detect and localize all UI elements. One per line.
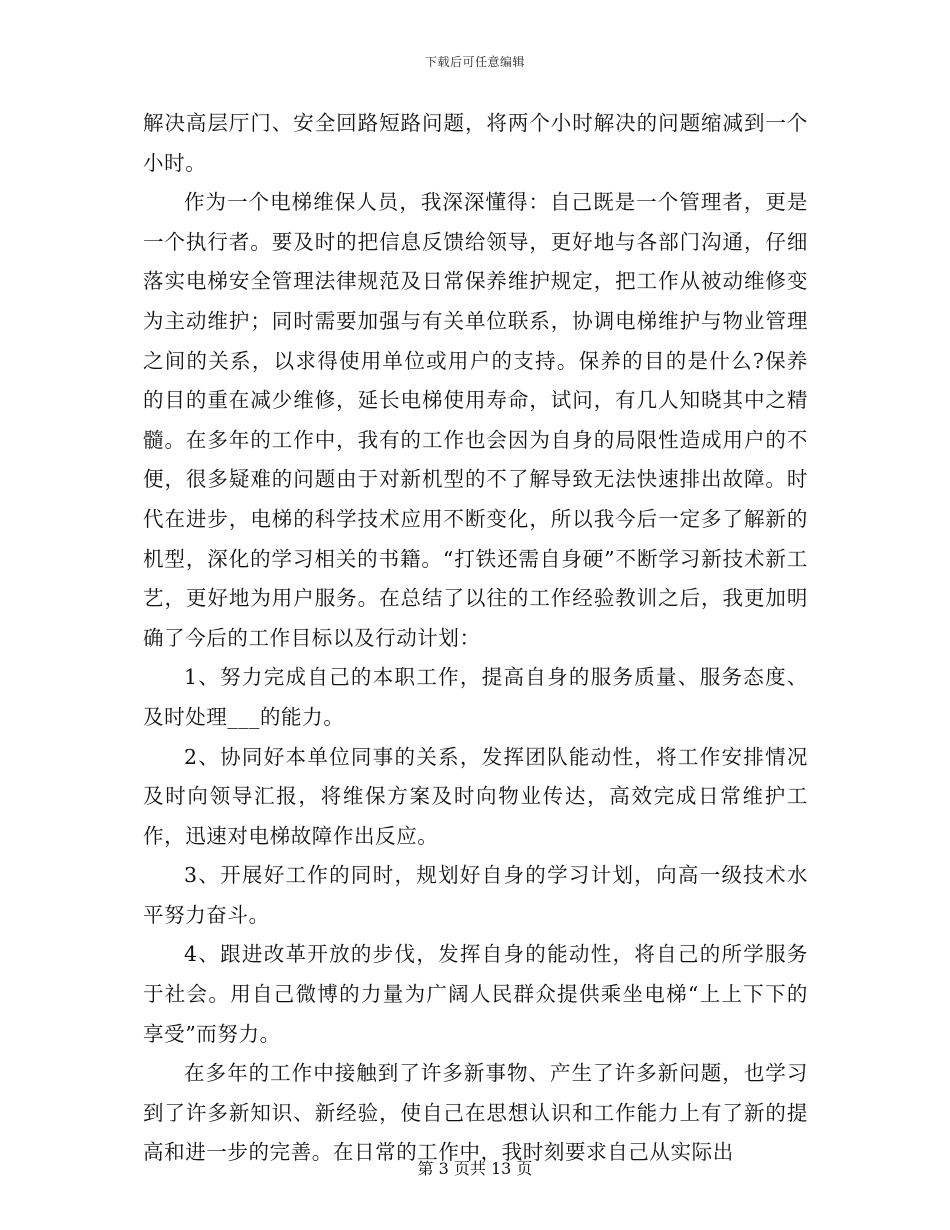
paragraph-2: 作为一个电梯维保人员，我深深懂得：自己既是一个管理者，更是一个执行者。要及时的把信息反馈给领导，更好地与各部门沟通，仔细落实电梯安全管理法律规范及日常保养维护规定，把工作从被动维修变为主动维护；同时需要加强与有关单位联系，协调电梯维护与物业管理之间的关系，以求得使用单位或用户的支持。保养的目的是什么?保养的目的重在减少维修，延长电梯使用寿命，试问，有几人知晓其中之精髓。在多年的工作中，我有的工作也会因为自身的局限性造成用户的不便，很多疑难的问题由于对新机型的不了解导致无法快速排出故障。时代在进步，电梯的科学技术应用不断变化，所以我今后一定多了解新的机型，深化的学习相关的书籍。“打铁还需自身硬”不断学习新技术新工艺，更好地为用户服务。在总结了以往的工作经验教训之后，我更加明确了今后的工作目标以及行动计划： [143,190,808,650]
document-body [143,104,808,1173]
page-number: 第 3 页共 13 页 [417,1159,533,1178]
list-item-3: 3、开展好工作的同时，规划好自身的学习计划，向高一级技术水平努力奋斗。 [143,863,808,927]
list-item-4: 4、跟进改革开放的步伐，发挥自身的能动性，将自己的所学服务于社会。用自己微博的力量为广阔人民群众提供乘坐电梯“上上下下的享受”而努力。 [143,942,808,1046]
page-header: 下载后可任意编辑 [424,55,525,69]
list-item-2: 2、协同好本单位同事的关系，发挥团队能动性，将工作安排情况及时向领导汇报，将维保方案及时向物业传达，高效完成日常维护工作，迅速对电梯故障作出反应。 [143,744,808,848]
paragraph-3: 在多年的工作中接触到了许多新事物、产生了许多新问题，也学习到了许多新知识、新经验，使自己在思想认识和工作能力上有了新的提高和进一步的完善。在日常的工作中，我时刻要求自己从实际出 [143,1061,808,1165]
paragraph-1: 解决高层厅门、安全回路短路问题，将两个小时解决的问题缩减到一个小时。 [143,111,808,175]
list-item-1: 1、努力完成自己的本职工作，提高自身的服务质量、服务态度、及时处理___的能力。 [143,665,808,729]
